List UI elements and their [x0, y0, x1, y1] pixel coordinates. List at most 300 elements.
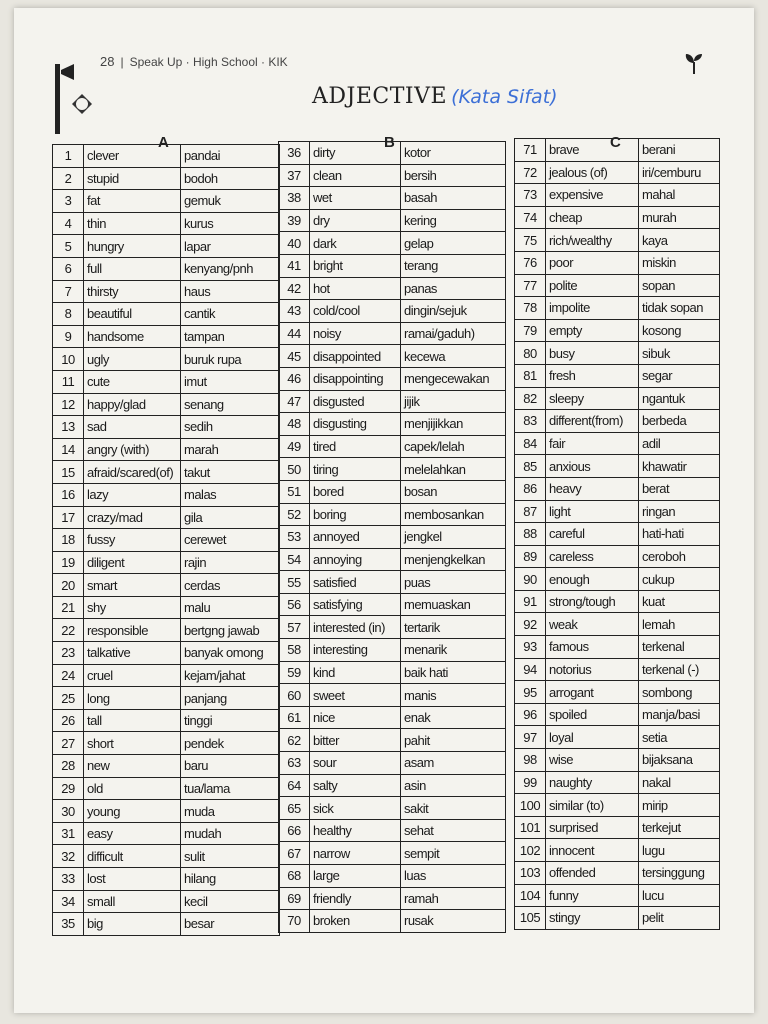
table-row [515, 387, 720, 410]
row-number: 27 [53, 732, 84, 755]
english-word: disgusting [310, 413, 401, 436]
row-number: 5 [53, 235, 84, 258]
indonesian-word: asin [401, 774, 506, 797]
table-row [53, 257, 280, 280]
row-number: 74 [515, 206, 546, 229]
english-word: loyal [546, 726, 639, 749]
table-row [279, 616, 506, 639]
indonesian-word: adil [639, 432, 720, 455]
row-number: 61 [279, 706, 310, 729]
indonesian-word: menjengkelkan [401, 548, 506, 571]
indonesian-word: ringan [639, 500, 720, 523]
indonesian-word: rajin [181, 551, 280, 574]
english-word: different(from) [546, 410, 639, 433]
indonesian-word: nakal [639, 771, 720, 794]
english-word: surprised [546, 816, 639, 839]
english-word: naughty [546, 771, 639, 794]
table-row [53, 755, 280, 778]
english-word: satisfied [310, 571, 401, 594]
english-word: short [84, 732, 181, 755]
indonesian-word: panas [401, 277, 506, 300]
indonesian-word: ngantuk [639, 387, 720, 410]
row-number: 70 [279, 910, 310, 933]
english-word: stingy [546, 907, 639, 930]
table-row [53, 416, 280, 439]
table-row [279, 254, 506, 277]
indonesian-word: kurus [181, 212, 280, 235]
row-number: 2 [53, 167, 84, 190]
indonesian-word: basah [401, 187, 506, 210]
table-row [279, 413, 506, 436]
table-row [515, 590, 720, 613]
indonesian-word: iri/cemburu [639, 161, 720, 184]
row-number: 17 [53, 506, 84, 529]
table-row [515, 726, 720, 749]
english-word: noisy [310, 322, 401, 345]
indonesian-word: sopan [639, 274, 720, 297]
page-title: ADJECTIVE [312, 84, 448, 109]
table-row [279, 774, 506, 797]
column-label-b: B [384, 134, 395, 151]
indonesian-word: hilang [181, 868, 280, 891]
indonesian-word: kecewa [401, 345, 506, 368]
indonesian-word: buruk rupa [181, 348, 280, 371]
row-number: 16 [53, 483, 84, 506]
indonesian-word: menjijikkan [401, 413, 506, 436]
row-number: 46 [279, 367, 310, 390]
table-row [515, 523, 720, 546]
row-number: 80 [515, 342, 546, 365]
indonesian-word: tidak sopan [639, 297, 720, 320]
english-word: sad [84, 416, 181, 439]
row-number: 21 [53, 596, 84, 619]
indonesian-word: terkenal (-) [639, 658, 720, 681]
table-row [53, 167, 280, 190]
table-row [53, 687, 280, 710]
english-word: fat [84, 190, 181, 213]
indonesian-word: hati-hati [639, 523, 720, 546]
row-number: 67 [279, 842, 310, 865]
english-word: satisfying [310, 593, 401, 616]
row-number: 36 [279, 142, 310, 165]
english-word: difficult [84, 845, 181, 868]
indonesian-word: bersih [401, 164, 506, 187]
english-word: angry (with) [84, 438, 181, 461]
english-word: talkative [84, 642, 181, 665]
indonesian-word: gelap [401, 232, 506, 255]
row-number: 10 [53, 348, 84, 371]
english-word: sour [310, 752, 401, 775]
row-number: 44 [279, 322, 310, 345]
indonesian-word: tua/lama [181, 777, 280, 800]
row-number: 25 [53, 687, 84, 710]
english-word: careless [546, 545, 639, 568]
english-word: tall [84, 709, 181, 732]
indonesian-word: lapar [181, 235, 280, 258]
english-word: careful [546, 523, 639, 546]
english-word: thirsty [84, 280, 181, 303]
table-row [53, 212, 280, 235]
english-word: boring [310, 503, 401, 526]
english-word: small [84, 890, 181, 913]
indonesian-word: pahit [401, 729, 506, 752]
indonesian-word: melelahkan [401, 458, 506, 481]
indonesian-word: mengecewakan [401, 367, 506, 390]
indonesian-word: sombong [639, 681, 720, 704]
indonesian-word: lugu [639, 839, 720, 862]
english-word: sleepy [546, 387, 639, 410]
indonesian-word: khawatir [639, 455, 720, 478]
vocab-table-b [278, 141, 506, 933]
indonesian-word: segar [639, 364, 720, 387]
table-row [53, 325, 280, 348]
table-row [515, 681, 720, 704]
table-row [515, 297, 720, 320]
table-row [515, 884, 720, 907]
table-row [515, 139, 720, 162]
table-row [279, 752, 506, 775]
indonesian-word: tampan [181, 325, 280, 348]
indonesian-word: terang [401, 254, 506, 277]
row-number: 4 [53, 212, 84, 235]
indonesian-word: miskin [639, 251, 720, 274]
table-row [279, 503, 506, 526]
english-word: shy [84, 596, 181, 619]
row-number: 83 [515, 410, 546, 433]
english-word: annoying [310, 548, 401, 571]
table-row [515, 455, 720, 478]
table-row [279, 661, 506, 684]
row-number: 14 [53, 438, 84, 461]
row-number: 92 [515, 613, 546, 636]
row-number: 63 [279, 752, 310, 775]
row-number: 96 [515, 703, 546, 726]
indonesian-word: haus [181, 280, 280, 303]
row-number: 71 [515, 139, 546, 162]
table-row [279, 797, 506, 820]
page-heading [312, 84, 558, 109]
row-number: 84 [515, 432, 546, 455]
english-word: impolite [546, 297, 639, 320]
english-word: beautiful [84, 303, 181, 326]
table-row [279, 367, 506, 390]
indonesian-word: panjang [181, 687, 280, 710]
table-row [53, 438, 280, 461]
table-row [515, 319, 720, 342]
row-number: 73 [515, 184, 546, 207]
row-number: 97 [515, 726, 546, 749]
indonesian-word: bosan [401, 480, 506, 503]
indonesian-word: kuat [639, 590, 720, 613]
english-word: bored [310, 480, 401, 503]
indonesian-word: bertgng jawab [181, 619, 280, 642]
indonesian-word: sehat [401, 819, 506, 842]
row-number: 87 [515, 500, 546, 523]
english-word: long [84, 687, 181, 710]
indonesian-word: memuaskan [401, 593, 506, 616]
table-row [53, 483, 280, 506]
indonesian-word: asam [401, 752, 506, 775]
table-row [279, 390, 506, 413]
indonesian-word: cantik [181, 303, 280, 326]
table-row [53, 190, 280, 213]
english-word: friendly [310, 887, 401, 910]
table-row [53, 529, 280, 552]
megaphone-logo-icon [52, 60, 92, 136]
row-number: 102 [515, 839, 546, 862]
indonesian-word: setia [639, 726, 720, 749]
english-word: crazy/mad [84, 506, 181, 529]
table-row [515, 545, 720, 568]
english-word: dirty [310, 142, 401, 165]
english-word: strong/tough [546, 590, 639, 613]
table-row [515, 862, 720, 885]
english-word: annoyed [310, 526, 401, 549]
table-row [53, 393, 280, 416]
table-row [53, 596, 280, 619]
indonesian-word: mahal [639, 184, 720, 207]
row-number: 38 [279, 187, 310, 210]
indonesian-word: ceroboh [639, 545, 720, 568]
english-word: young [84, 800, 181, 823]
row-number: 40 [279, 232, 310, 255]
indonesian-word: kaya [639, 229, 720, 252]
row-number: 35 [53, 913, 84, 936]
english-word: stupid [84, 167, 181, 190]
row-number: 76 [515, 251, 546, 274]
table-row [515, 432, 720, 455]
row-number: 98 [515, 749, 546, 772]
row-number: 9 [53, 325, 84, 348]
indonesian-word: dingin/sejuk [401, 300, 506, 323]
row-number: 75 [515, 229, 546, 252]
indonesian-word: berat [639, 477, 720, 500]
english-word: interesting [310, 639, 401, 662]
english-word: bitter [310, 729, 401, 752]
english-word: offended [546, 862, 639, 885]
english-word: lazy [84, 483, 181, 506]
table-row [53, 822, 280, 845]
row-number: 93 [515, 636, 546, 659]
table-row [53, 845, 280, 868]
indonesian-word: banyak omong [181, 642, 280, 665]
english-word: empty [546, 319, 639, 342]
row-number: 88 [515, 523, 546, 546]
indonesian-word: bodoh [181, 167, 280, 190]
badge-number: 1 [78, 98, 85, 110]
row-number: 81 [515, 364, 546, 387]
indonesian-word: gemuk [181, 190, 280, 213]
table-row [515, 568, 720, 591]
row-number: 13 [53, 416, 84, 439]
table-row [279, 345, 506, 368]
row-number: 29 [53, 777, 84, 800]
row-number: 54 [279, 548, 310, 571]
indonesian-word: puas [401, 571, 506, 594]
indonesian-word: rusak [401, 910, 506, 933]
indonesian-word: malu [181, 596, 280, 619]
indonesian-word: jijik [401, 390, 506, 413]
row-number: 65 [279, 797, 310, 820]
indonesian-word: tersinggung [639, 862, 720, 885]
table-row [515, 658, 720, 681]
indonesian-word: tinggi [181, 709, 280, 732]
english-word: similar (to) [546, 794, 639, 817]
english-word: clever [84, 145, 181, 168]
row-number: 19 [53, 551, 84, 574]
english-word: poor [546, 251, 639, 274]
english-word: arrogant [546, 681, 639, 704]
english-word: cute [84, 370, 181, 393]
sprout-icon [684, 52, 704, 81]
table-row [279, 187, 506, 210]
english-word: dry [310, 209, 401, 232]
row-number: 60 [279, 684, 310, 707]
row-number: 52 [279, 503, 310, 526]
indonesian-word: murah [639, 206, 720, 229]
table-row [53, 890, 280, 913]
indonesian-word: manis [401, 684, 506, 707]
table-row [515, 907, 720, 930]
table-row [515, 794, 720, 817]
table-row [279, 209, 506, 232]
table-row [279, 910, 506, 933]
row-number: 6 [53, 257, 84, 280]
table-row [53, 506, 280, 529]
english-word: nice [310, 706, 401, 729]
indonesian-word: berani [639, 139, 720, 162]
english-word: big [84, 913, 181, 936]
table-row [279, 593, 506, 616]
english-word: famous [546, 636, 639, 659]
row-number: 86 [515, 477, 546, 500]
indonesian-word: sempit [401, 842, 506, 865]
table-row [53, 664, 280, 687]
column-label-c: C [610, 134, 621, 151]
column-label-a: A [158, 134, 169, 151]
english-word: ugly [84, 348, 181, 371]
english-word: cheap [546, 206, 639, 229]
indonesian-word: enak [401, 706, 506, 729]
english-word: busy [546, 342, 639, 365]
english-word: enough [546, 568, 639, 591]
english-word: old [84, 777, 181, 800]
table-row [515, 161, 720, 184]
indonesian-word: sibuk [639, 342, 720, 365]
english-word: smart [84, 574, 181, 597]
english-word: disappointing [310, 367, 401, 390]
row-number: 94 [515, 658, 546, 681]
row-number: 68 [279, 865, 310, 888]
english-word: sick [310, 797, 401, 820]
indonesian-word: membosankan [401, 503, 506, 526]
table-row [279, 526, 506, 549]
english-word: tired [310, 435, 401, 458]
table-row [53, 303, 280, 326]
indonesian-word: jengkel [401, 526, 506, 549]
english-word: wet [310, 187, 401, 210]
english-word: hot [310, 277, 401, 300]
table-row [279, 842, 506, 865]
row-number: 64 [279, 774, 310, 797]
indonesian-word: sakit [401, 797, 506, 820]
row-number: 22 [53, 619, 84, 642]
table-row [279, 142, 506, 165]
indonesian-word: sedih [181, 416, 280, 439]
table-row [279, 277, 506, 300]
table-row [515, 206, 720, 229]
table-row [53, 913, 280, 936]
indonesian-word: kecil [181, 890, 280, 913]
english-word: handsome [84, 325, 181, 348]
english-word: broken [310, 910, 401, 933]
row-number: 99 [515, 771, 546, 794]
row-number: 32 [53, 845, 84, 868]
table-row [515, 342, 720, 365]
english-word: salty [310, 774, 401, 797]
row-number: 23 [53, 642, 84, 665]
english-word: happy/glad [84, 393, 181, 416]
row-number: 62 [279, 729, 310, 752]
table-row [279, 322, 506, 345]
english-word: light [546, 500, 639, 523]
table-row [53, 800, 280, 823]
row-number: 59 [279, 661, 310, 684]
row-number: 104 [515, 884, 546, 907]
table-row [515, 274, 720, 297]
english-word: weak [546, 613, 639, 636]
indonesian-word: manja/basi [639, 703, 720, 726]
english-word: full [84, 257, 181, 280]
row-number: 18 [53, 529, 84, 552]
row-number: 37 [279, 164, 310, 187]
english-word: clean [310, 164, 401, 187]
table-row [515, 410, 720, 433]
indonesian-word: cerewet [181, 529, 280, 552]
table-row [515, 613, 720, 636]
indonesian-word: kotor [401, 142, 506, 165]
row-number: 50 [279, 458, 310, 481]
row-number: 34 [53, 890, 84, 913]
english-word: kind [310, 661, 401, 684]
english-word: narrow [310, 842, 401, 865]
table-row [53, 777, 280, 800]
table-row [515, 703, 720, 726]
english-word: lost [84, 868, 181, 891]
english-word: sweet [310, 684, 401, 707]
english-word: thin [84, 212, 181, 235]
row-number: 41 [279, 254, 310, 277]
table-row [53, 461, 280, 484]
english-word: expensive [546, 184, 639, 207]
table-row [53, 709, 280, 732]
indonesian-word: marah [181, 438, 280, 461]
indonesian-word: pendek [181, 732, 280, 755]
indonesian-word: cukup [639, 568, 720, 591]
row-number: 28 [53, 755, 84, 778]
english-word: disappointed [310, 345, 401, 368]
indonesian-word: baik hati [401, 661, 506, 684]
row-number: 7 [53, 280, 84, 303]
indonesian-word: lemah [639, 613, 720, 636]
table-row [515, 816, 720, 839]
row-number: 105 [515, 907, 546, 930]
table-row [515, 500, 720, 523]
row-number: 79 [515, 319, 546, 342]
row-number: 101 [515, 816, 546, 839]
page-header [50, 54, 288, 69]
row-number: 11 [53, 370, 84, 393]
